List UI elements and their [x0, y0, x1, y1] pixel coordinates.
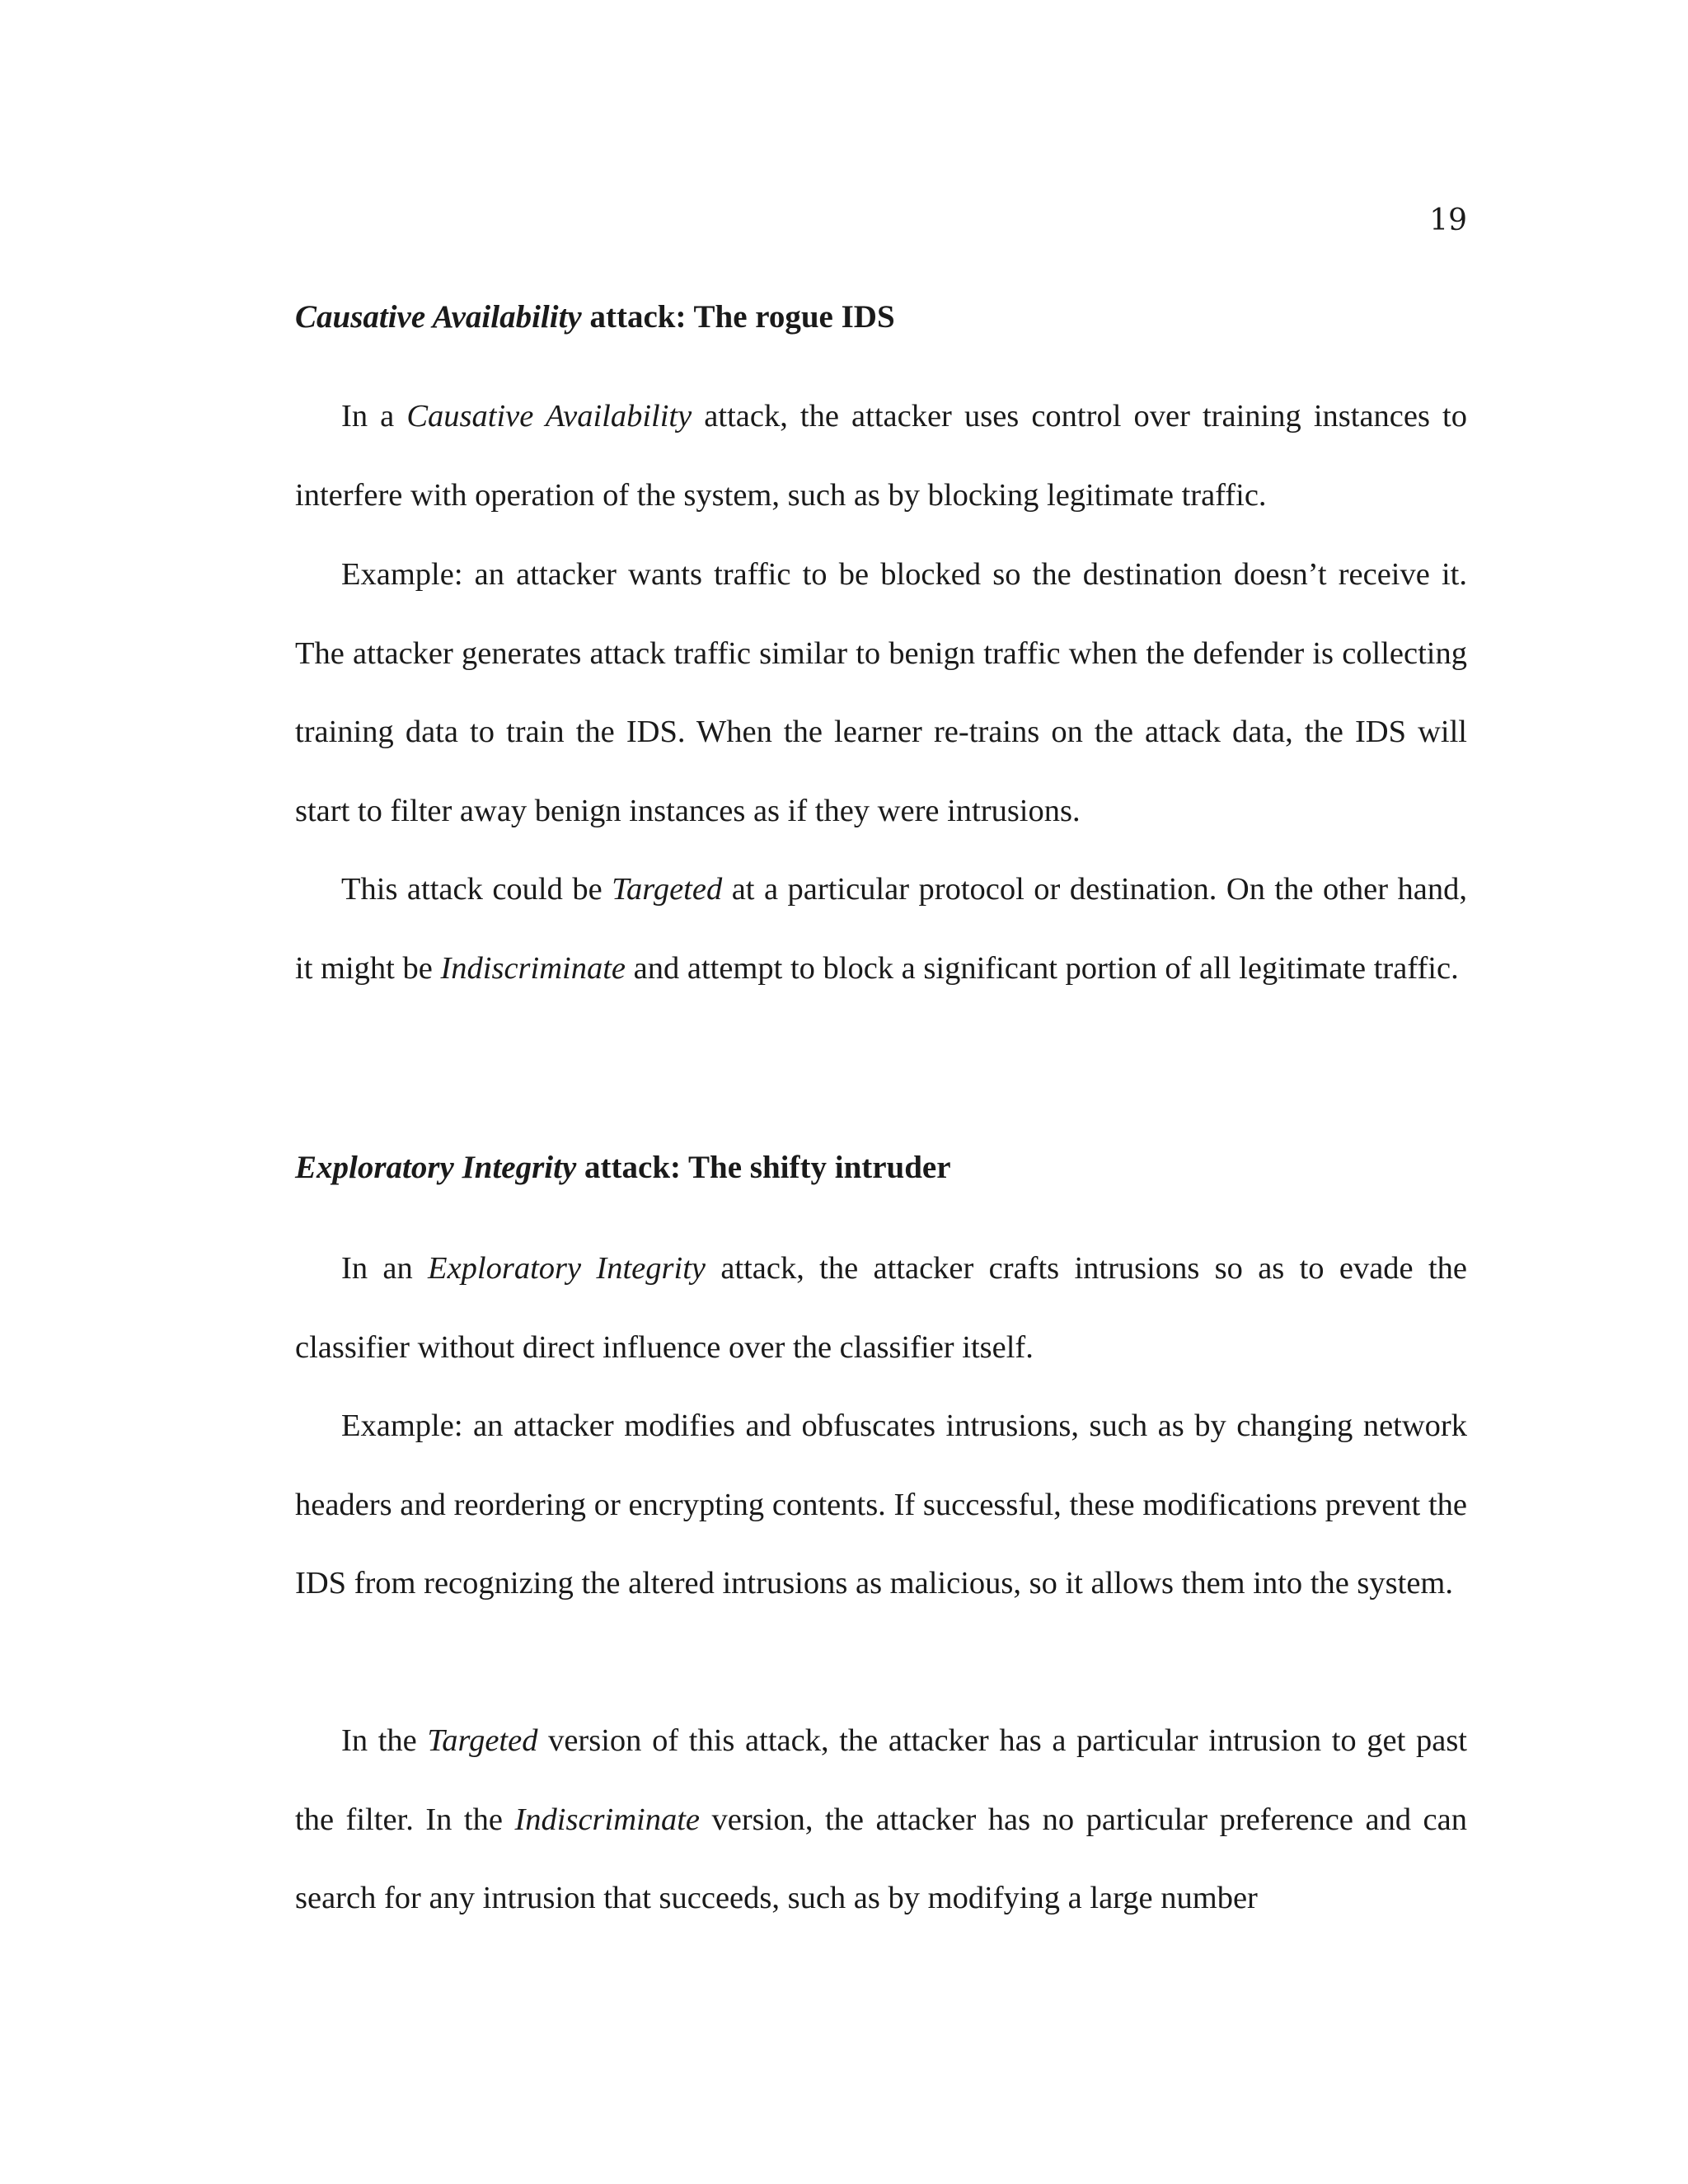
paragraph-emphasis: Causative Availability [406, 399, 692, 434]
heading-text: attack: The shifty intruder [576, 1150, 951, 1185]
paragraph-emphasis: Targeted [427, 1723, 538, 1758]
heading-text: attack: The rogue IDS [581, 299, 895, 335]
paragraph-text: In the [341, 1723, 428, 1758]
paragraph-emphasis: Exploratory Integrity [428, 1251, 706, 1286]
heading-emphasis: Causative Availability [295, 299, 582, 335]
page-number: 19 [1429, 204, 1467, 237]
paragraph-emphasis: Indiscriminate [440, 950, 626, 986]
paragraph [295, 536, 1467, 851]
paragraph-emphasis: Targeted [612, 872, 723, 907]
paragraph-text: Example: an attacker wants traffic to be blocked so the destination doesn’t receive it. The attacker generates attack traffic similar to benign traffic when the defender is collecting training data to train the IDS. When the learner re-trains on the attack data, the IDS will start to filter away benign instances as if they were intrusions. [295, 557, 1467, 828]
paragraph-text: In an [341, 1251, 429, 1286]
paragraph [295, 1387, 1467, 1624]
paragraph-text: In a [341, 399, 407, 434]
section-heading-causative-availability [295, 297, 1467, 338]
heading-emphasis: Exploratory Integrity [295, 1150, 577, 1185]
paragraph-text: and attempt to block a significant portion of all legitimate traffic. [626, 950, 1459, 986]
paragraph [295, 851, 1467, 1008]
paragraph-text: attack, the attacker uses control over training instances to interfere with operation of the system, such as by blocking legitimate traffic. [295, 399, 1467, 513]
paragraph-text: version of this attack, the attacker has a particular intrusion to get past the filter. In the [295, 1723, 1467, 1837]
paragraph [295, 377, 1467, 535]
paragraph [295, 1230, 1467, 1387]
paragraph-text: This attack could be [341, 872, 612, 907]
paragraph-text: at a particular protocol or destination. On the other hand, it might be [295, 872, 1467, 986]
section-heading-exploratory-integrity [295, 1147, 1467, 1188]
paragraph-text: version, the attacker has no particular preference and can search for any intrusion that succeeds, such as by modifying a large number [295, 1802, 1467, 1915]
paragraph-emphasis: Indiscriminate [514, 1802, 700, 1837]
paragraph-text: attack, the attacker crafts intrusions so as to evade the classifier without direct influence over the classifier itself. [295, 1251, 1467, 1365]
paragraph-text: Example: an attacker modifies and obfuscates intrusions, such as by changing network headers and reordering or encrypting contents. If successful, these modifications prevent the IDS from recognizing the altered intrusions as malicious, so it allows them into the system. [295, 1408, 1467, 1601]
paragraph [295, 1702, 1467, 1938]
